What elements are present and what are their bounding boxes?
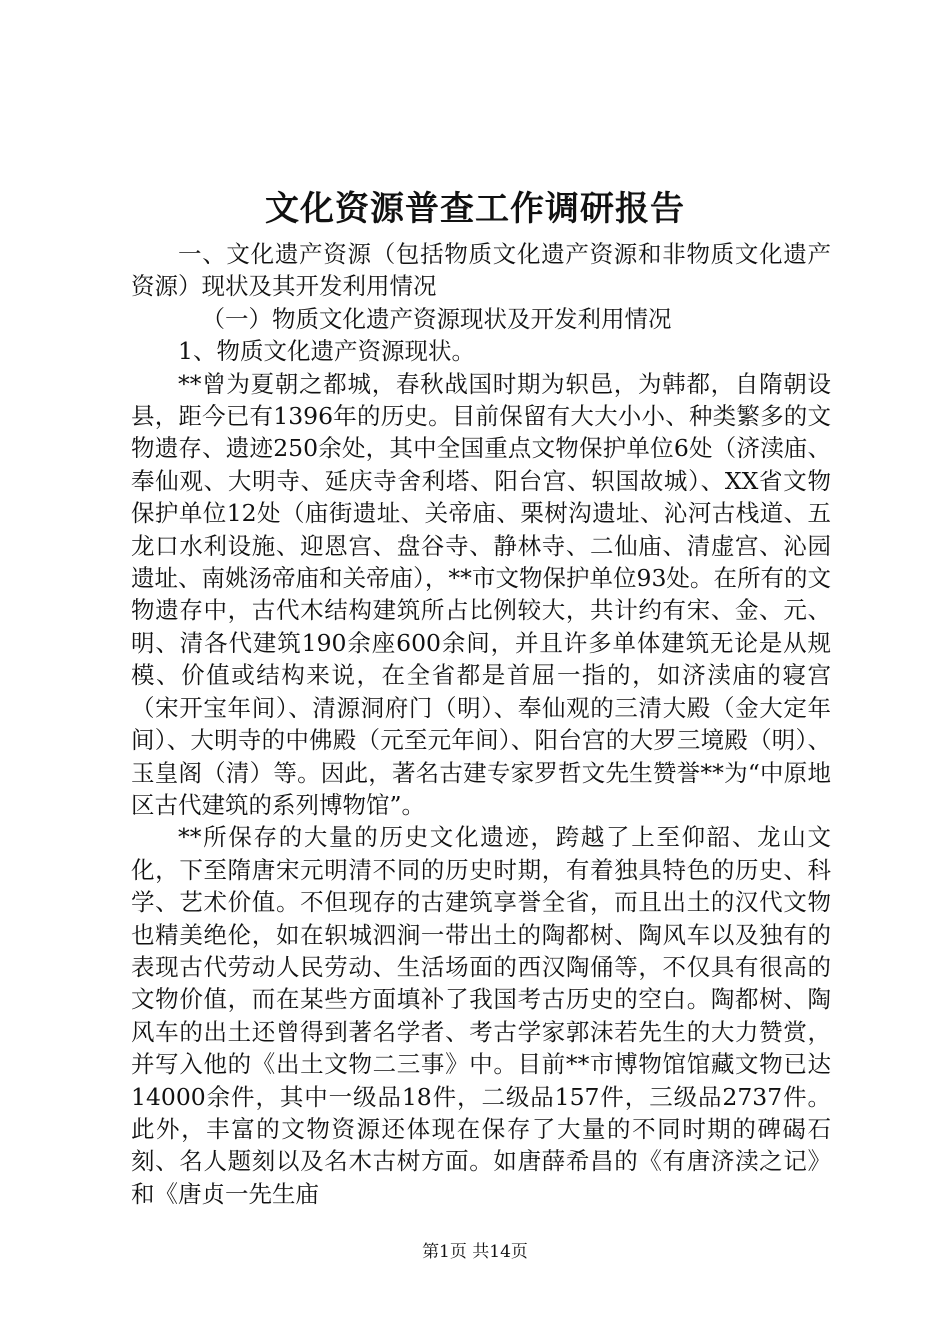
heading-level-3: 1、物质文化遗产资源现状。 [178, 337, 475, 366]
page-footer: 第1页 共14页 [422, 1242, 528, 1262]
document-title: 文化资源普查工作调研报告 [265, 189, 685, 229]
heading-level-1: 一、文化遗产资源（包括物质文化遗产资源和非物质文化遗产资源）现状及其开发利用情况 [131, 240, 831, 301]
body-paragraph: **曾为夏朝之都城，春秋战国时期为轵邑，为韩都，自隋朝设县，距今已有1396年的历史。目前保留有大大小小、种类繁多的文物遗存、遗迹250余处，其中全国重点文物保护单位6处（济渎庙、奉仙观、大明寺、延庆寺舍利塔、阳台宫、轵国故城）、XX省文物保护单位12处（庙街遗址、关帝庙、栗树沟遗址、沁河古栈道、五龙口水利设施、迎恩宫、盘谷寺、静林寺、二仙庙、清虚宫、沁园遗址、南姚汤帝庙和关帝庙），**市文物保护单位93处。在所有的文物遗存中，古代木结构建筑所占比例较大，共计约有宋、金、元、明、清各代建筑190余座600余间，并且许多单体建筑无论是从规模、价值或结构来说，在全省都是首屈一指的，如济渎庙的寝宫（宋开宝年间）、清源洞府门（明）、奉仙观的三清大殿（金大定年间）、大明寺的中佛殿（元至元年间）、阳台宫的大罗三境殿（明）、玉皇阁（清）等。因此，著名古建专家罗哲文先生赞誉**为“中原地区古代建筑的系列博物馆”。 [131, 369, 831, 819]
body-paragraph: **所保存的大量的历史文化遗迹，跨越了上至仰韶、龙山文化，下至隋唐宋元明清不同的历史时期，有着独具特色的历史、科学、艺术价值。不但现存的古建筑享誉全省，而且出土的汉代文物也精美绝伦，如在轵城泗涧一带出土的陶都树、陶风车以及独有的表现古代劳动人民劳动、生活场面的西汉陶俑等，不仅具有很高的文物价值，而在某些方面填补了我国考古历史的空白。陶都树、陶风车的出土还曾得到著名学者、考古学家郭沫若先生的大力赞赏，并写入他的《出土文物二三事》中。目前**市博物馆馆藏文物已达14000余件，其中一级品18件，二级品157件，三级品2737件。此外，丰富的文物资源还体现在保存了大量的不同时期的碑碣石刻、名人题刻以及名木古树方面。如唐薛希昌的《有唐济渎之记》和《唐贞一先生庙 [131, 823, 831, 1208]
heading-level-2: （一）物质文化遗产资源现状及开发利用情况 [201, 304, 672, 333]
document-body [131, 238, 831, 1210]
